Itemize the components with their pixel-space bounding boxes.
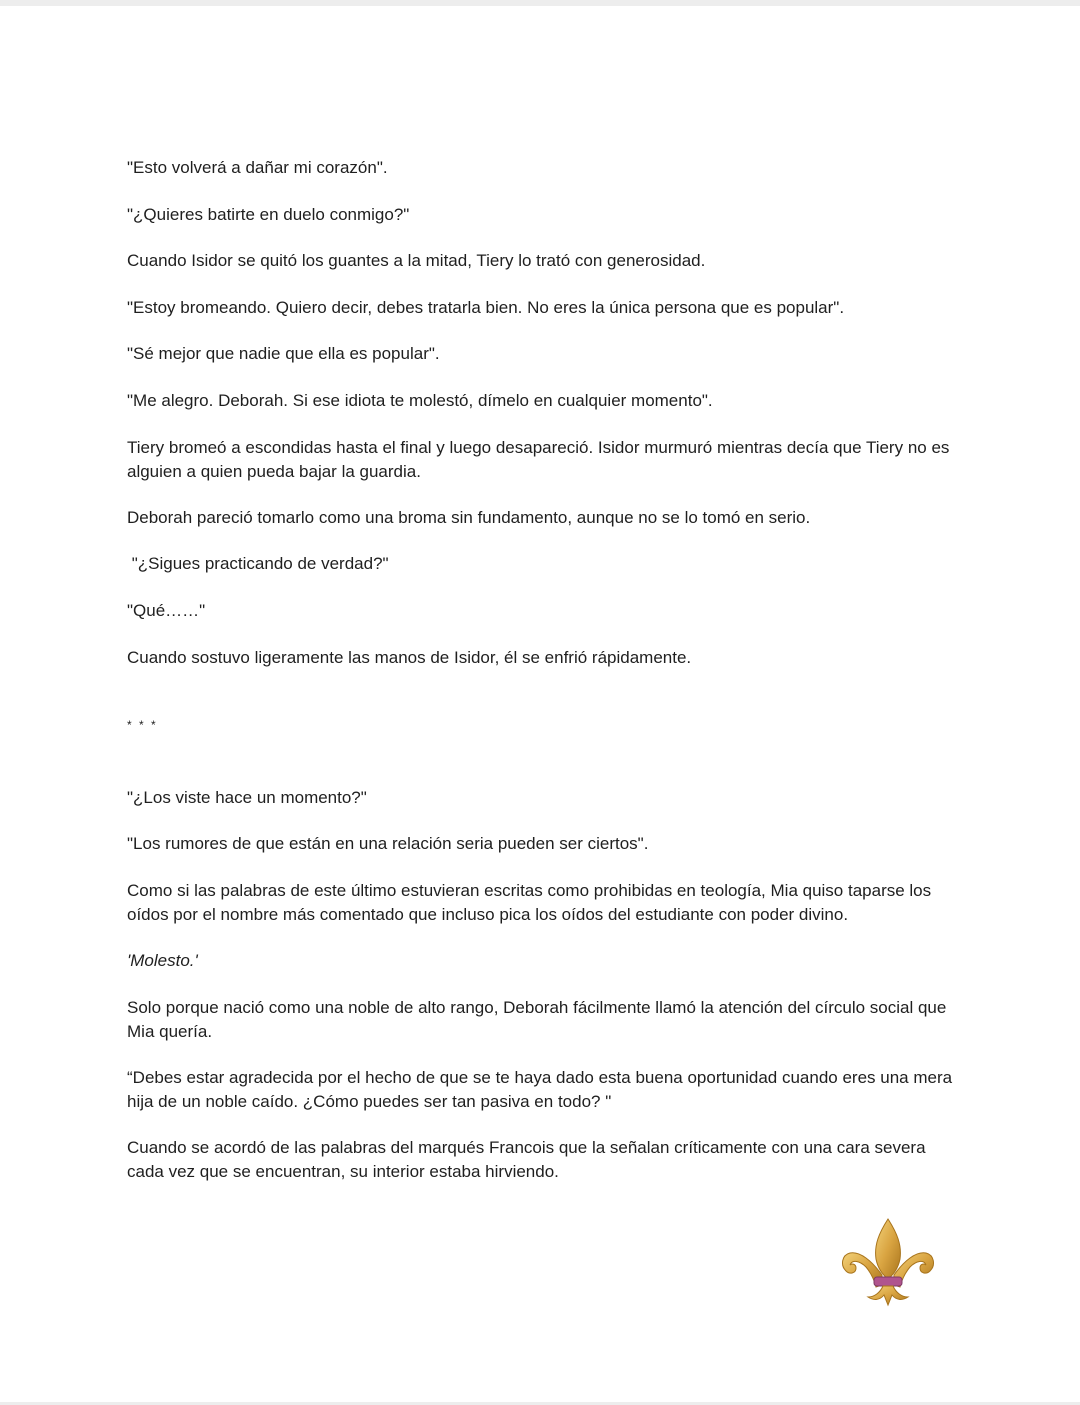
fleur-de-lis-icon xyxy=(838,1213,938,1335)
paragraph: "Qué……" xyxy=(127,601,206,620)
paragraph: "Los rumores de que están en una relación seria pueden ser ciertos". xyxy=(127,834,649,853)
document-page xyxy=(0,6,1080,1402)
paragraph-italic: 'Molesto.' xyxy=(127,951,198,970)
paragraph: "¿Los viste hace un momento?" xyxy=(127,788,367,807)
paragraph: “Debes estar agradecida por el hecho de que se te haya dado esta buena oportunidad cuando eres una mera hija de un noble caído. ¿Cómo puedes ser tan pasiva en todo? " xyxy=(127,1068,953,1111)
paragraph: "Estoy bromeando. Quiero decir, debes tratarla bien. No eres la única persona que es popular". xyxy=(127,298,845,317)
paragraph: "¿Quieres batirte en duelo conmigo?" xyxy=(127,205,410,224)
section-separator: * * * xyxy=(127,718,158,732)
paragraph: Cuando Isidor se quitó los guantes a la mitad, Tiery lo trató con generosidad. xyxy=(127,251,706,270)
fleur-de-lis-logo xyxy=(838,1213,938,1335)
paragraph: Como si las palabras de este último estuvieran escritas como prohibidas en teología, Mia quiso taparse los oídos por el nombre más comentado que incluso pica los oídos del estudiante con poder divino. xyxy=(127,881,932,924)
paragraph: Solo porque nació como una noble de alto rango, Deborah fácilmente llamó la atención del círculo social que Mia quería. xyxy=(127,998,947,1041)
paragraph: "Me alegro. Deborah. Si ese idiota te molestó, dímelo en cualquier momento". xyxy=(127,391,713,410)
paragraph: "¿Sigues practicando de verdad?" xyxy=(127,554,389,573)
paragraph: Cuando se acordó de las palabras del marqués Francois que la señalan críticamente con una cara severa cada vez que se encuentran, su interior estaba hirviendo. xyxy=(127,1138,926,1181)
paragraph: "Esto volverá a dañar mi corazón". xyxy=(127,158,388,177)
paragraph: Tiery bromeó a escondidas hasta el final y luego desapareció. Isidor murmuró mientras decía que Tiery no es alguien a quien pueda bajar la guardia. xyxy=(127,438,950,481)
paragraph: Cuando sostuvo ligeramente las manos de Isidor, él se enfrió rápidamente. xyxy=(127,648,692,667)
paragraph: Deborah pareció tomarlo como una broma sin fundamento, aunque no se lo tomó en serio. xyxy=(127,508,811,527)
paragraph: "Sé mejor que nadie que ella es popular". xyxy=(127,344,440,363)
